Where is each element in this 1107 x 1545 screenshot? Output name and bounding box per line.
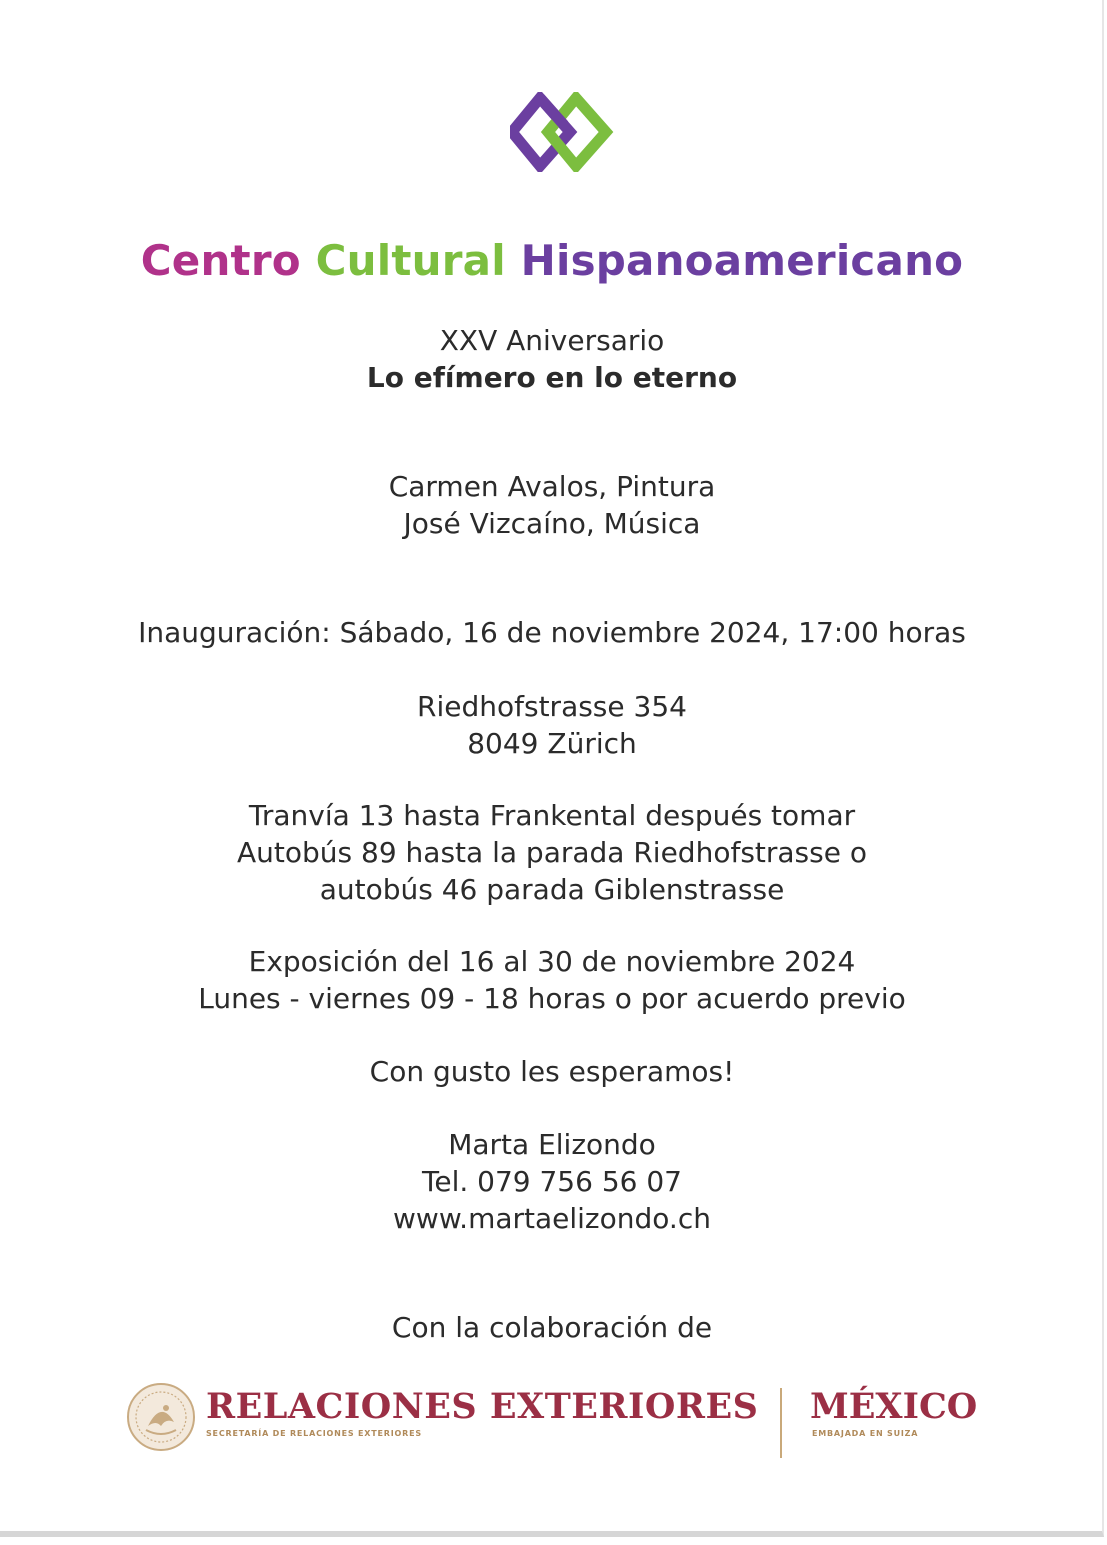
directions-line: Autobús 89 hasta la parada Riedhofstrasse o <box>237 836 867 869</box>
sponsor-logo <box>126 1382 1006 1462</box>
artists-block <box>0 468 1104 542</box>
directions-line: autobús 46 parada Giblenstrasse <box>319 873 785 906</box>
contact-name: Marta Elizondo <box>448 1128 656 1161</box>
address-block <box>0 688 1104 762</box>
opening-hours: Lunes - viernes 09 - 18 horas o por acuerdo previo <box>198 982 906 1015</box>
title-word-hispanoamericano: Hispanoamericano <box>520 236 964 285</box>
address-street: Riedhofstrasse 354 <box>417 690 687 723</box>
address-city: 8049 Zürich <box>467 727 637 760</box>
exhibition-block <box>0 943 1104 1017</box>
greeting-line: Con gusto les esperamos! <box>369 1055 735 1088</box>
interlocked-diamonds-logo-icon <box>510 92 614 172</box>
sre-name: RELACIONES EXTERIORES <box>206 1386 759 1427</box>
sponsor-divider <box>780 1388 782 1458</box>
sre-subtitle: SECRETARÍA DE RELACIONES EXTERIORES <box>206 1429 422 1438</box>
directions-line: Tranvía 13 hasta Frankental después tomar <box>248 799 856 832</box>
contact-phone: Tel. 079 756 56 07 <box>422 1165 682 1198</box>
page-title <box>0 236 1104 285</box>
title-word-cultural: Cultural <box>315 236 506 285</box>
inauguration-line: Inauguración: Sábado, 16 de noviembre 2024, 17:00 horas <box>138 616 966 649</box>
exhibition-dates: Exposición del 16 al 30 de noviembre 2024 <box>248 945 856 978</box>
contact-block <box>0 1126 1104 1237</box>
exhibition-subtitle: Lo efímero en lo eterno <box>366 361 738 394</box>
anniversary-block <box>0 322 1104 396</box>
mexico-name: MÉXICO <box>810 1386 978 1427</box>
collaboration-line: Con la colaboración de <box>391 1311 713 1344</box>
artist-line: José Vizcaíno, Música <box>403 507 701 540</box>
contact-website-link[interactable]: www.martaelizondo.ch <box>393 1202 711 1235</box>
artist-line: Carmen Avalos, Pintura <box>388 470 716 503</box>
mexican-coat-of-arms-seal-icon <box>126 1382 196 1452</box>
directions-block <box>0 797 1104 908</box>
embassy-subtitle: EMBAJADA EN SUIZA <box>812 1429 919 1438</box>
anniversary-line: XXV Aniversario <box>439 324 665 357</box>
title-word-centro: Centro <box>140 236 301 285</box>
